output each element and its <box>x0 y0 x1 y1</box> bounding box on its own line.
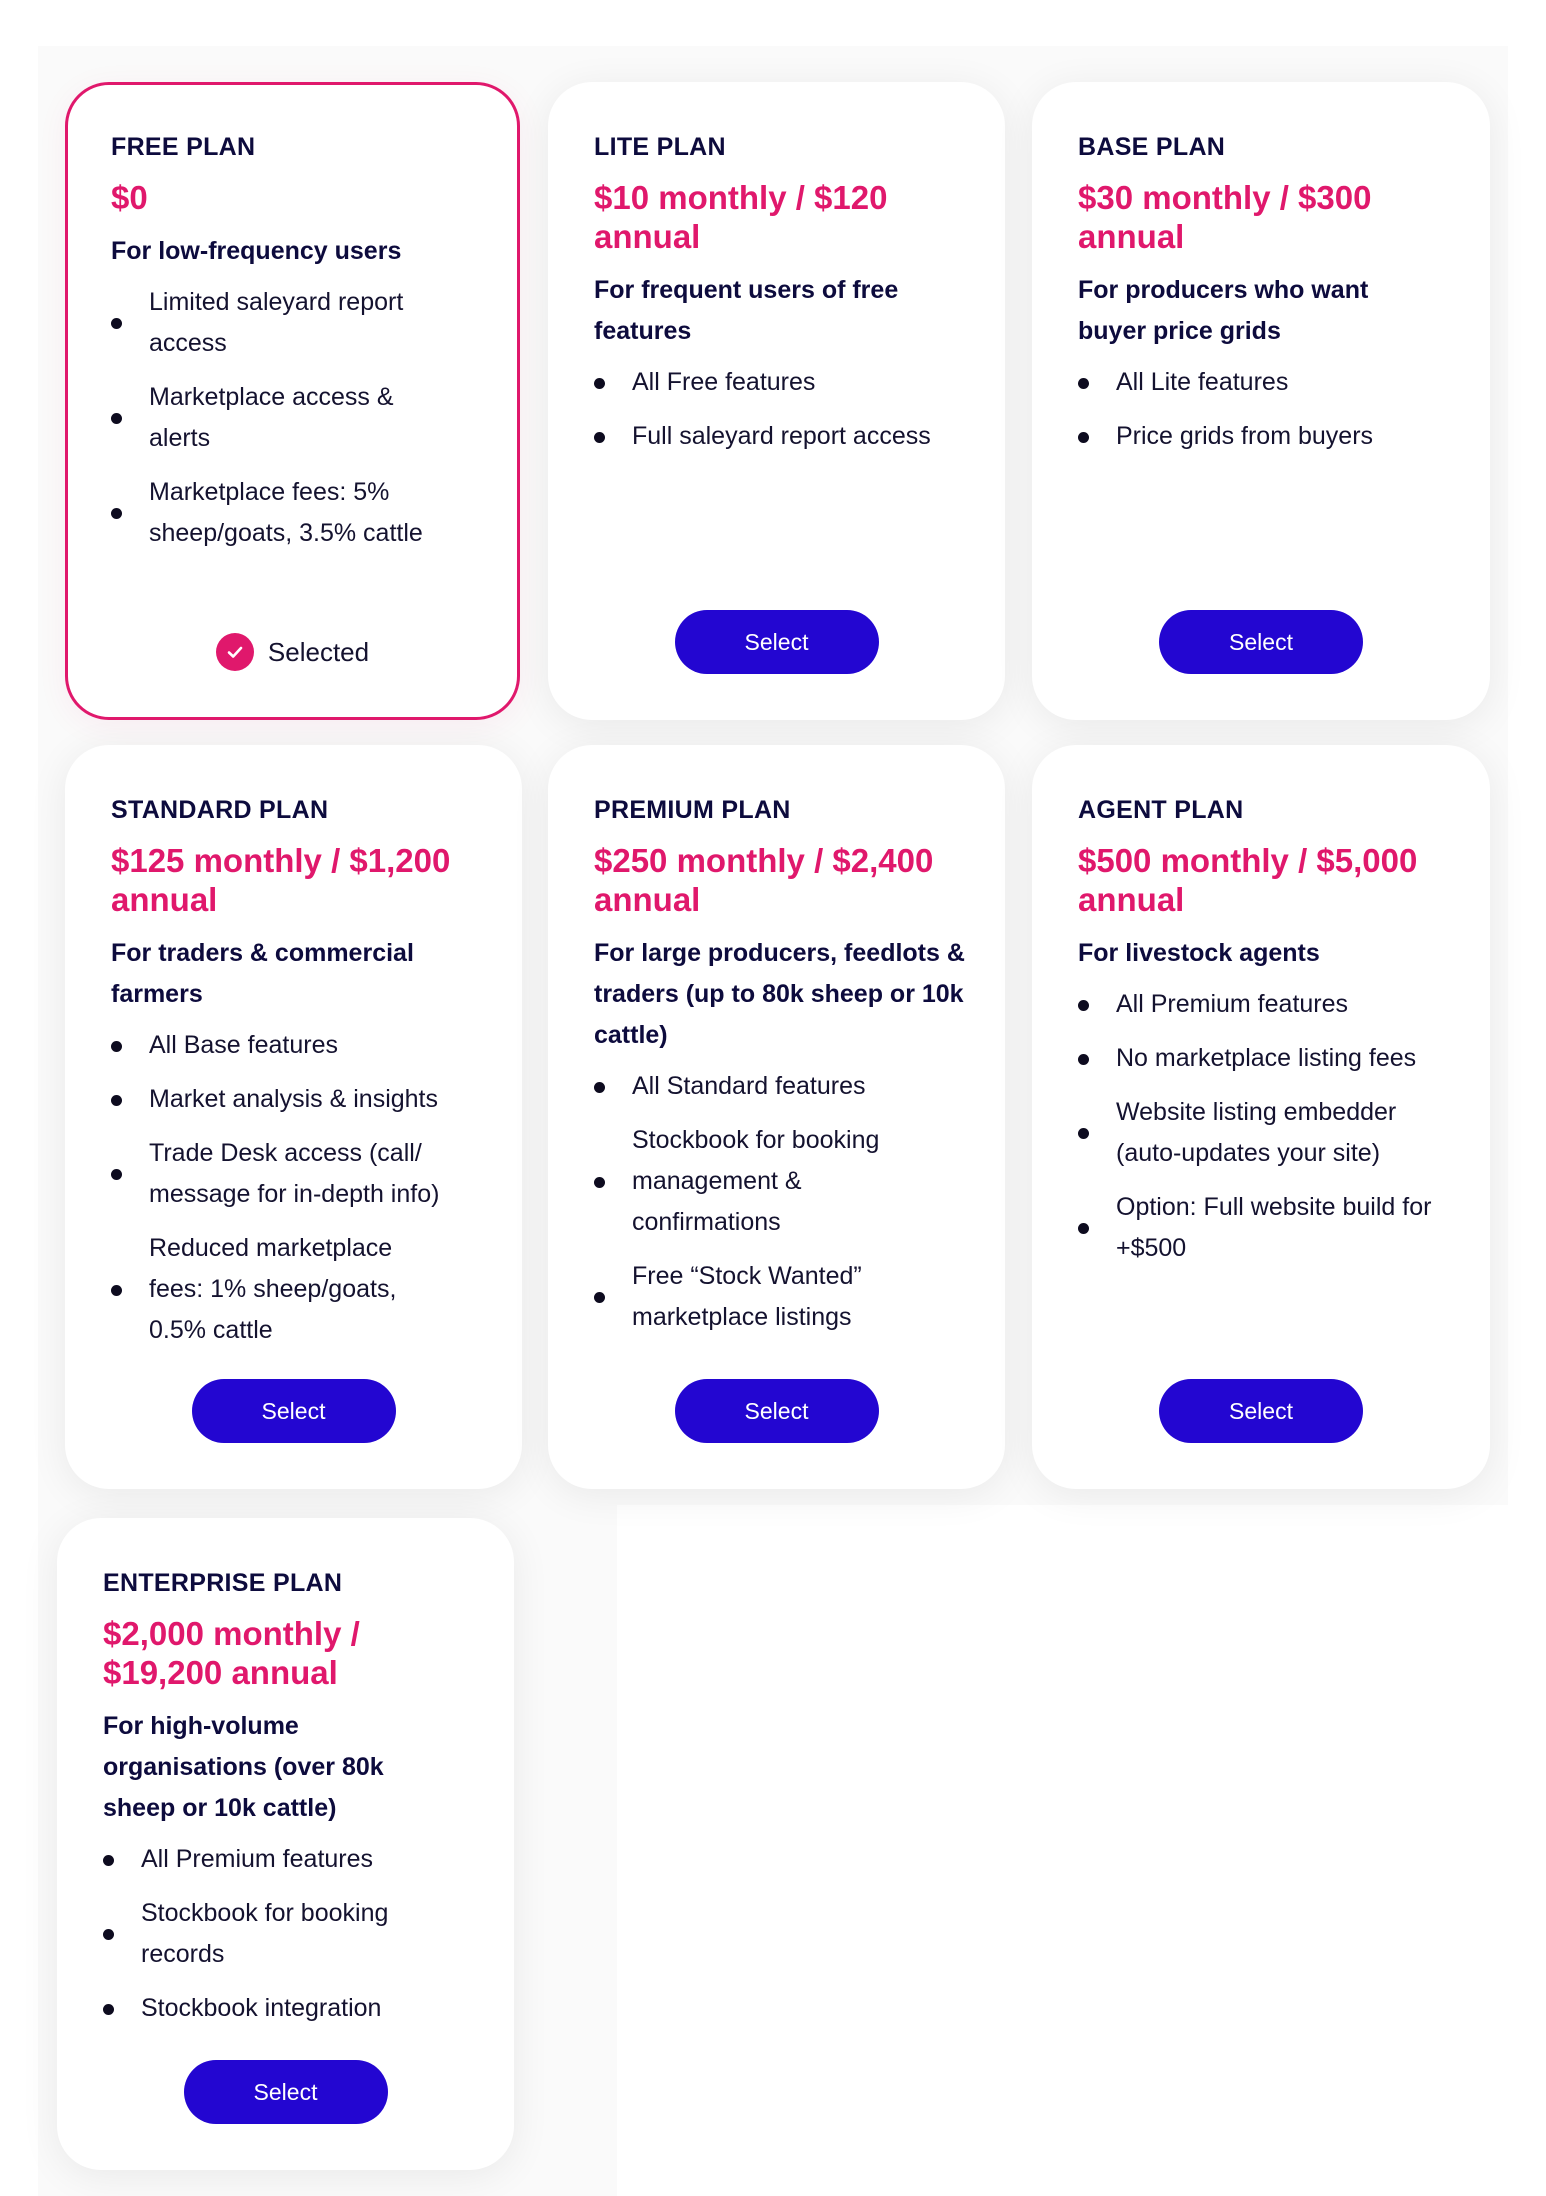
feature-text: Full saleyard report access <box>632 422 931 450</box>
check-circle-icon <box>216 633 254 671</box>
plan-audience: For frequent users of free features <box>594 276 899 345</box>
selected-label: Selected <box>267 636 370 667</box>
plan-price: $2,000 monthly / $19,200 annual <box>103 1615 360 1691</box>
feature-item <box>1078 1092 1446 1174</box>
feature-item <box>594 1066 934 1107</box>
bullet-icon <box>111 508 122 519</box>
select-premium-plan-button[interactable]: Select <box>675 1379 879 1443</box>
feature-text: All Standard features <box>632 1072 866 1100</box>
feature-item <box>111 1228 439 1351</box>
feature-list <box>103 1839 433 2029</box>
bullet-icon <box>111 413 122 424</box>
plan-audience: For low-frequency users <box>111 237 402 265</box>
feature-item <box>594 1120 902 1243</box>
plan-audience: For large producers, feedlots & traders (up to 80k sheep or 10k cattle) <box>594 939 965 1049</box>
feature-text: All Base features <box>149 1031 338 1059</box>
feature-item <box>1078 1038 1450 1079</box>
plan-audience: For high-volume organisations (over 80k sheep or 10k cattle) <box>103 1712 384 1822</box>
feature-item <box>111 1025 473 1066</box>
feature-text: Price grids from buyers <box>1116 422 1374 450</box>
feature-text: Marketplace access & alerts <box>149 383 394 452</box>
plan-name: LITE PLAN <box>594 133 726 161</box>
bullet-icon <box>594 1292 605 1303</box>
bullet-icon <box>1078 1000 1089 1011</box>
feature-text: Website listing embedder (auto-updates your site) <box>1116 1098 1397 1167</box>
plan-audience: For livestock agents <box>1078 939 1320 967</box>
page-backdrop-gap <box>617 1505 1546 2196</box>
plan-price: $125 monthly / $1,200 annual <box>111 842 451 918</box>
feature-item <box>111 472 441 554</box>
plan-card-enterprise <box>57 1518 514 2170</box>
bullet-icon <box>1078 432 1089 443</box>
select-standard-plan-button[interactable]: Select <box>192 1379 396 1443</box>
feature-item <box>594 1256 932 1338</box>
plan-card-agent <box>1032 745 1490 1489</box>
feature-text: Stockbook for booking records <box>141 1899 389 1968</box>
plan-card-base <box>1032 82 1490 720</box>
plan-price: $30 monthly / $300 annual <box>1078 179 1372 255</box>
plan-price: $10 monthly / $120 annual <box>594 179 888 255</box>
feature-text: All Lite features <box>1116 368 1289 396</box>
feature-item <box>1078 984 1450 1025</box>
feature-text: Reduced marketplace fees: 1% sheep/goats, 0.5% cattle <box>149 1234 397 1344</box>
bullet-icon <box>103 1855 114 1866</box>
feature-list <box>111 1025 473 1351</box>
feature-text: All Premium features <box>1116 990 1349 1018</box>
feature-text: All Premium features <box>141 1845 374 1873</box>
bullet-icon <box>111 1095 122 1106</box>
plan-card-standard <box>65 745 522 1489</box>
feature-text: Limited saleyard report access <box>149 288 404 357</box>
feature-text: Stockbook for booking management & confirmations <box>632 1126 880 1236</box>
feature-item <box>111 1079 473 1120</box>
feature-item <box>594 362 959 403</box>
feature-list <box>1078 362 1444 457</box>
plan-audience: For traders & commercial farmers <box>111 939 414 1008</box>
card-footer <box>65 1379 522 1443</box>
bullet-icon <box>594 1082 605 1093</box>
bullet-icon <box>1078 1054 1089 1065</box>
card-footer <box>1032 1379 1490 1443</box>
feature-item <box>111 377 441 459</box>
bullet-icon <box>111 1041 122 1052</box>
plan-card-lite <box>548 82 1005 720</box>
plan-price: $250 monthly / $2,400 annual <box>594 842 934 918</box>
plan-price: $500 monthly / $5,000 annual <box>1078 842 1418 918</box>
feature-item <box>594 416 959 457</box>
select-lite-plan-button[interactable]: Select <box>675 610 879 674</box>
plan-name: PREMIUM PLAN <box>594 796 791 824</box>
selected-indicator <box>216 633 369 671</box>
feature-item <box>111 282 441 364</box>
plan-name: ENTERPRISE PLAN <box>103 1569 343 1597</box>
feature-item <box>103 1893 441 1975</box>
plan-name: FREE PLAN <box>111 133 256 161</box>
feature-text: Option: Full website build for +$500 <box>1116 1193 1432 1262</box>
card-footer <box>548 610 1005 674</box>
bullet-icon <box>594 378 605 389</box>
feature-item <box>1078 416 1444 457</box>
plan-price: $0 <box>111 179 148 216</box>
feature-item <box>103 1839 433 1880</box>
feature-list <box>594 1066 934 1338</box>
feature-list <box>594 362 959 457</box>
plan-card-premium <box>548 745 1005 1489</box>
bullet-icon <box>1078 1223 1089 1234</box>
plan-card-free <box>65 82 520 720</box>
feature-list <box>111 282 441 554</box>
feature-item <box>111 1133 473 1215</box>
select-agent-plan-button[interactable]: Select <box>1159 1379 1363 1443</box>
feature-text: All Free features <box>632 368 816 396</box>
plan-name: AGENT PLAN <box>1078 796 1244 824</box>
bullet-icon <box>103 2004 114 2015</box>
feature-text: Stockbook integration <box>141 1994 382 2022</box>
feature-item <box>103 1988 433 2029</box>
bullet-icon <box>1078 378 1089 389</box>
bullet-icon <box>111 1169 122 1180</box>
bullet-icon <box>594 432 605 443</box>
feature-item <box>1078 362 1444 403</box>
plan-name: BASE PLAN <box>1078 133 1226 161</box>
bullet-icon <box>1078 1128 1089 1139</box>
feature-item <box>1078 1187 1446 1269</box>
select-enterprise-plan-button[interactable]: Select <box>184 2060 388 2124</box>
select-base-plan-button[interactable]: Select <box>1159 610 1363 674</box>
bullet-icon <box>111 318 122 329</box>
bullet-icon <box>111 1285 122 1296</box>
bullet-icon <box>103 1929 114 1940</box>
card-footer <box>548 1379 1005 1443</box>
feature-list <box>1078 984 1450 1269</box>
plan-name: STANDARD PLAN <box>111 796 329 824</box>
plan-audience: For producers who want buyer price grids <box>1078 276 1369 345</box>
bullet-icon <box>594 1177 605 1188</box>
feature-text: Market analysis & insights <box>149 1085 439 1113</box>
card-footer <box>68 633 517 671</box>
card-footer <box>57 2060 514 2124</box>
feature-text: Free “Stock Wanted” marketplace listings <box>632 1262 862 1331</box>
feature-text: Marketplace fees: 5% sheep/goats, 3.5% cattle <box>149 478 423 547</box>
feature-text: Trade Desk access (call/ message for in-depth info) <box>149 1139 440 1208</box>
feature-text: No marketplace listing fees <box>1116 1044 1417 1072</box>
card-footer <box>1032 610 1490 674</box>
